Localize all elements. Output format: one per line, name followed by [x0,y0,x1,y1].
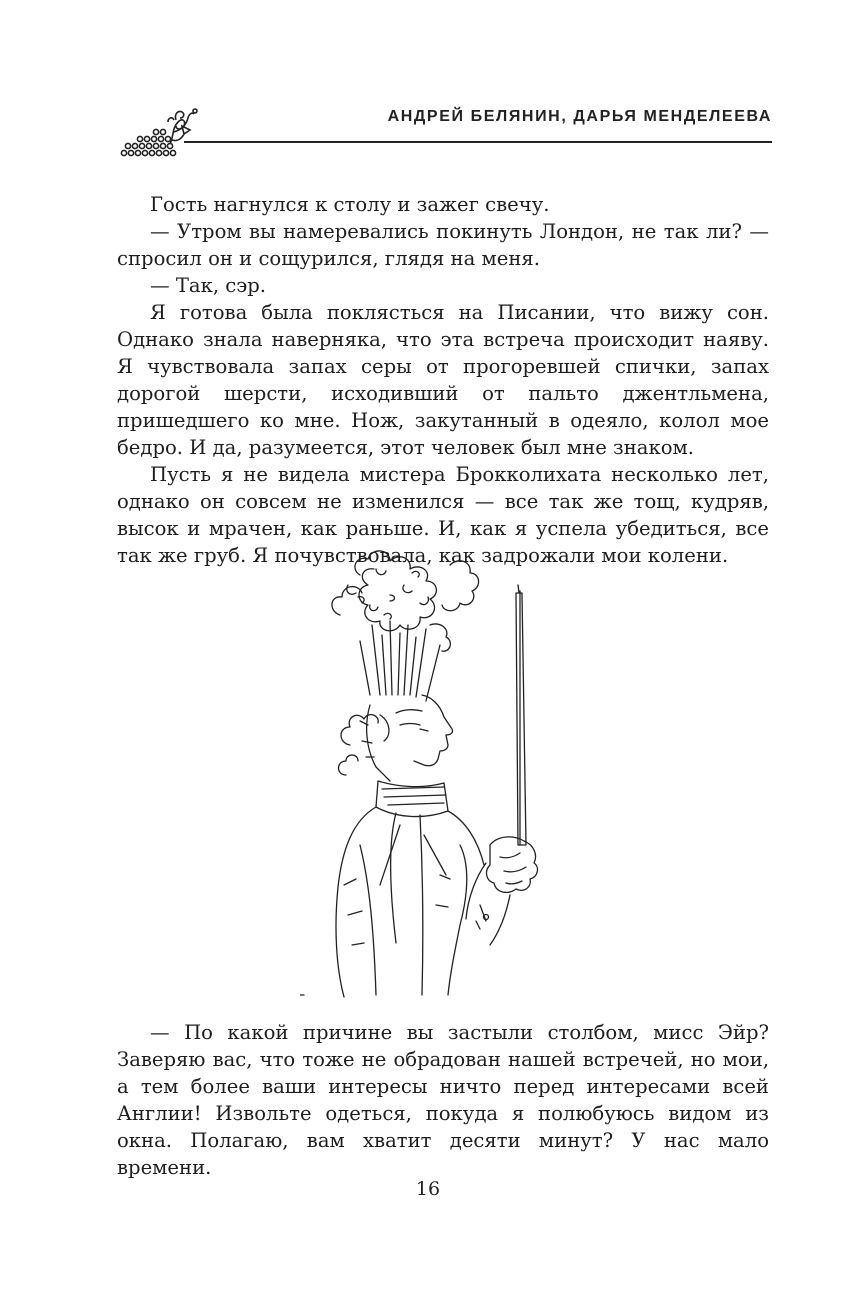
paragraph: Гость нагнулся к столу и зажег свечу. [150,193,550,216]
body-text-bottom [117,1019,769,1181]
paragraph: Я готова была поклясться на Писании, что вижу сон. Однако знала наверняка, что эта встреча происходит наяву. Я чувствовала запах серы от прогоревшей спички, запах дорогой шерсти, исходивший от пальто джентльмена, пришедшего ко мне. Нож, закутанный в одеяло, колол мое бедро. И да, разумеется, этот человек был мне знаком. [117,301,769,459]
man-with-sword-illustration-icon [300,545,580,1000]
paragraph: Пусть я не видела мистера Брокколихата несколько лет, однако он совсем не изменился — все так же тощ, кудряв, высок и мрачен, как раньше. И, как я успела убедиться, все так же груб. Я почувствовала, как задрожали мои колени. [117,463,769,567]
grape-vine-ornament-icon [112,100,202,160]
paragraph: — Так, сэр. [150,274,266,297]
author-name: АНДРЕЙ БЕЛЯНИН, ДАРЬЯ МЕНДЕЛЕЕВА [387,108,772,125]
paragraph: — По какой причине вы застыли столбом, мисс Эйр? Заверяю вас, что тоже не обрадован нашей встречей, но мои, а тем более ваши интересы ничто перед интересами всей Англии! Извольте одеться, покуда я полюбуюсь видом из окна. Полагаю, вам хватит десяти минут? У нас мало времени. [117,1021,769,1179]
page-number: 16 [415,1178,441,1200]
header-rule [184,141,772,143]
paragraph: — Утром вы намеревались покинуть Лондон, не так ли? — спросил он и сощурился, глядя на меня. [117,220,769,270]
running-header [112,100,772,160]
body-text-top [117,191,769,569]
